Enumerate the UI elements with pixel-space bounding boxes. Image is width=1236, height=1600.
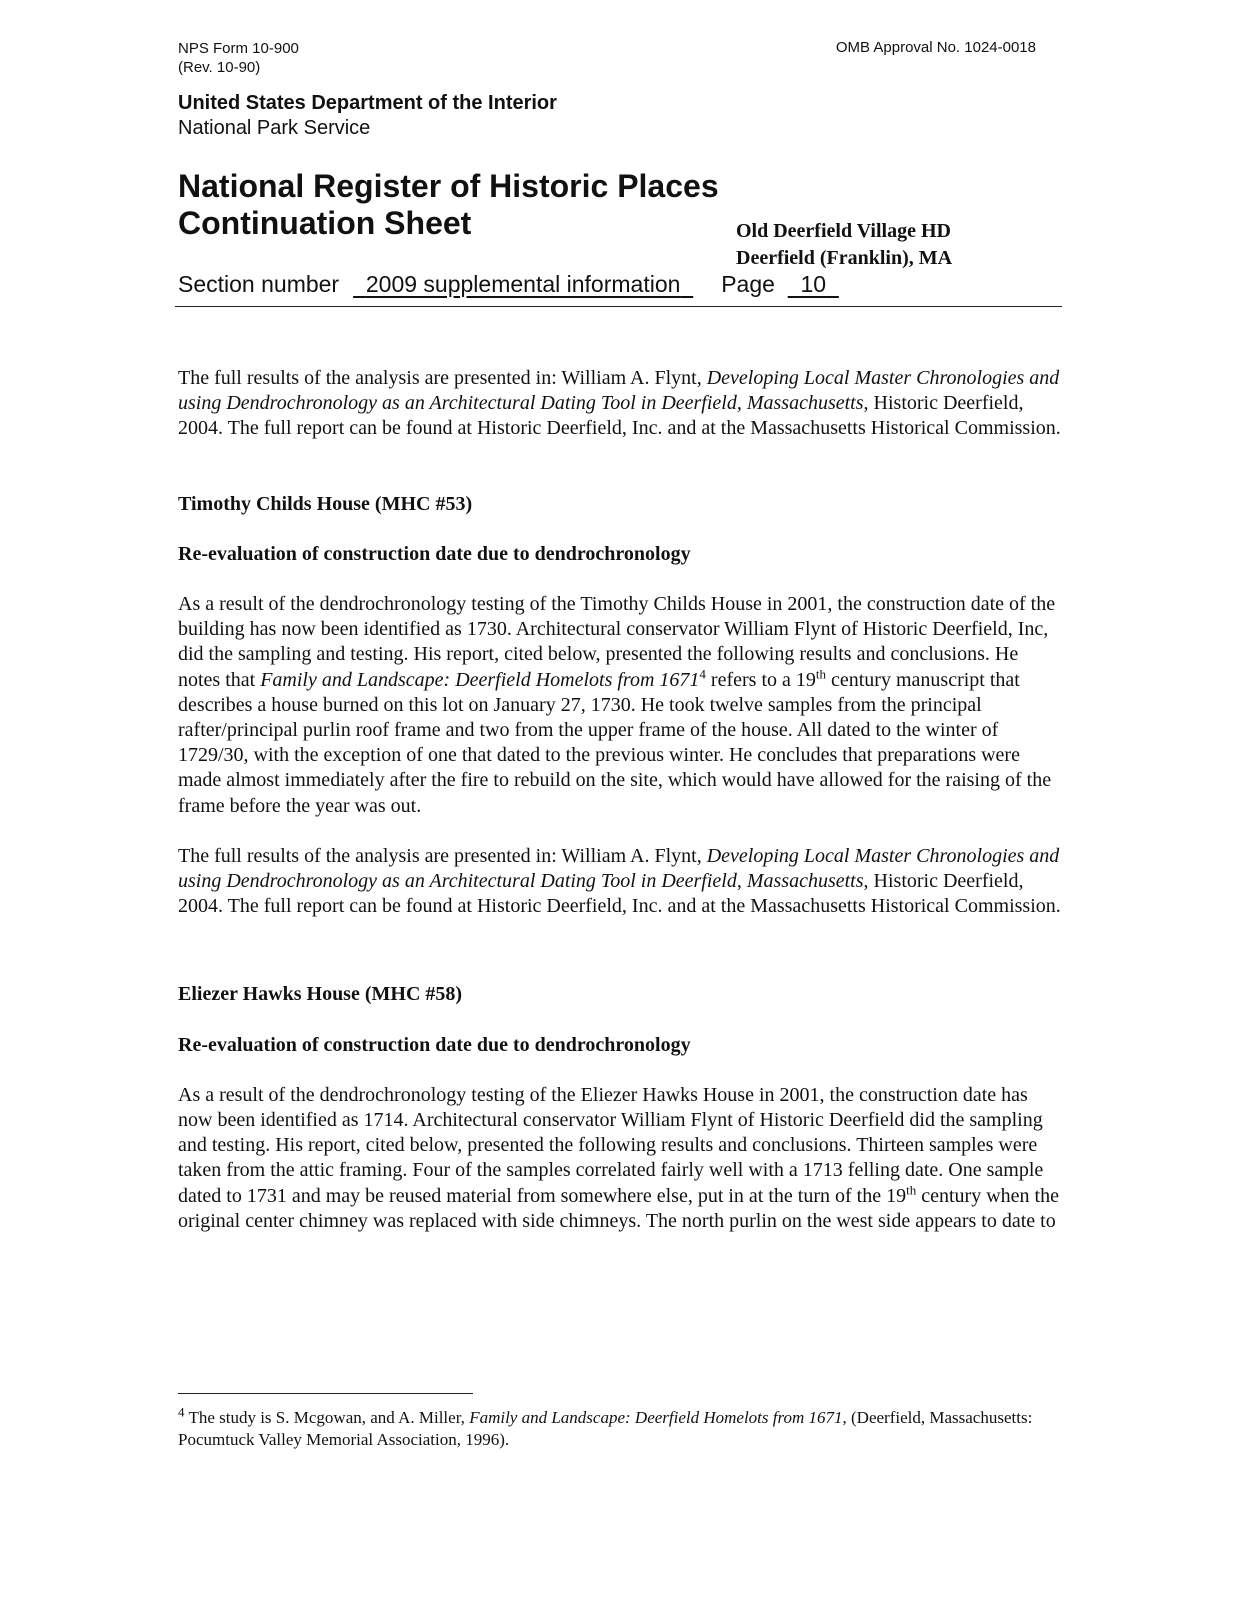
property-name: Old Deerfield Village HD — [736, 220, 951, 242]
property-block — [736, 218, 952, 272]
footnote-ref-4: 4 — [699, 665, 706, 681]
form-id-block — [178, 39, 299, 77]
footnote — [178, 1404, 1062, 1451]
page-title — [178, 168, 719, 242]
footnote-number: 4 — [178, 1404, 185, 1420]
page-number: 10 — [800, 271, 827, 297]
form-revision: (Rev. 10-90) — [178, 59, 261, 76]
section-value: 2009 supplemental information — [365, 271, 681, 297]
agency-block — [178, 91, 557, 141]
form-number: NPS Form 10-900 — [178, 40, 299, 57]
paragraph-analysis-results-2: The full results of the analysis are presented in: William A. Flynt, Developing Local Master Chronologies and using Dendrochronology as an Architectural Dating Tool in Deerfield, Massachusetts, Historic Deerfield, 2004. The full report can be found at Historic Deerfield, Inc. and at the Massachusetts Historical Commission. — [178, 844, 1061, 918]
header-divider — [175, 306, 1062, 307]
paragraph-analysis-results-1: The full results of the analysis are presented in: William A. Flynt, Developing Local Master Chronologies and using Dendrochronology as an Architectural Dating Tool in Deerfield, Massachusetts, Historic Deerfield, 2004. The full report can be found at Historic Deerfield, Inc. and at the Massachusetts Historical Commission. — [178, 367, 1061, 440]
heading-eliezer-hawks-house: Eliezer Hawks House (MHC #58) — [178, 983, 463, 1006]
section-line — [178, 271, 839, 298]
paragraph-hawks-dendrochronology: As a result of the dendrochronology testing of the Eliezer Hawks House in 2001, the construction date has now been identified as 1714. Architectural conservator William Flynt of Historic Deerfield did the sampling and testing. His report, cited below, presented the following results and conclusions. Thirteen samples were taken from the attic framing. Four of the samples correlated fairly well with a 1713 felling date. One sample dated to 1731 and may be reused material from somewhere else, put in at the turn of the 19th century when the original center chimney was replaced with side chimneys. The north purlin on the west side appears to date to — [178, 1083, 1059, 1232]
section-label: Section number — [178, 271, 340, 297]
footnote-4: $^4$ The study is S. Mcgowan, and A. Miller, Family and Landscape: Deerfield Homelots from 1671, (Deerfield, Massachusetts: Pocumtuck Valley Memorial Association, 1996). — [178, 1404, 1033, 1449]
footnote-divider — [178, 1393, 473, 1394]
paragraph-childs-dendrochronology: As a result of the dendrochronology testing of the Timothy Childs House in 2001, the construction date of the building has now been identified as 1730. Architectural conservator William Flynt of Historic Deerfield, Inc, did the sampling and testing. His report, cited below, presented the following results and conclusions. He notes that Family and Landscape: Deerfield Homelots from 1671$^4$ refers to a 19th century manuscript that describes a house burned on this lot on January 27, 1730. He took twelve samples from the principal rafter/principal purlin roof frame and two from the upper frame of the house. All dated to the winter of 1729/30, with the exception of one that dated to the previous winter. He concludes that preparations were made almost immediately after the fire to rebuild on the site, which would have allowed for the raising of the frame before the year was out. — [178, 593, 1056, 817]
title-line-1: National Register of Historic Places — [178, 168, 719, 204]
document-body — [178, 366, 1062, 1234]
page-label: Page — [721, 271, 775, 297]
subheading-childs-reevaluation: Re-evaluation of construction date due to dendrochronology — [178, 542, 691, 565]
omb-approval: OMB Approval No. 1024-0018 — [835, 39, 1036, 56]
subheading-hawks-reevaluation: Re-evaluation of construction date due to dendrochronology — [178, 1033, 691, 1056]
agency-name: National Park Service — [178, 117, 371, 139]
heading-timothy-childs-house: Timothy Childs House (MHC #53) — [178, 492, 473, 515]
property-location: Deerfield (Franklin), MA — [736, 247, 953, 269]
title-line-2: Continuation Sheet — [178, 205, 472, 241]
department-name: United States Department of the Interior — [178, 92, 557, 114]
